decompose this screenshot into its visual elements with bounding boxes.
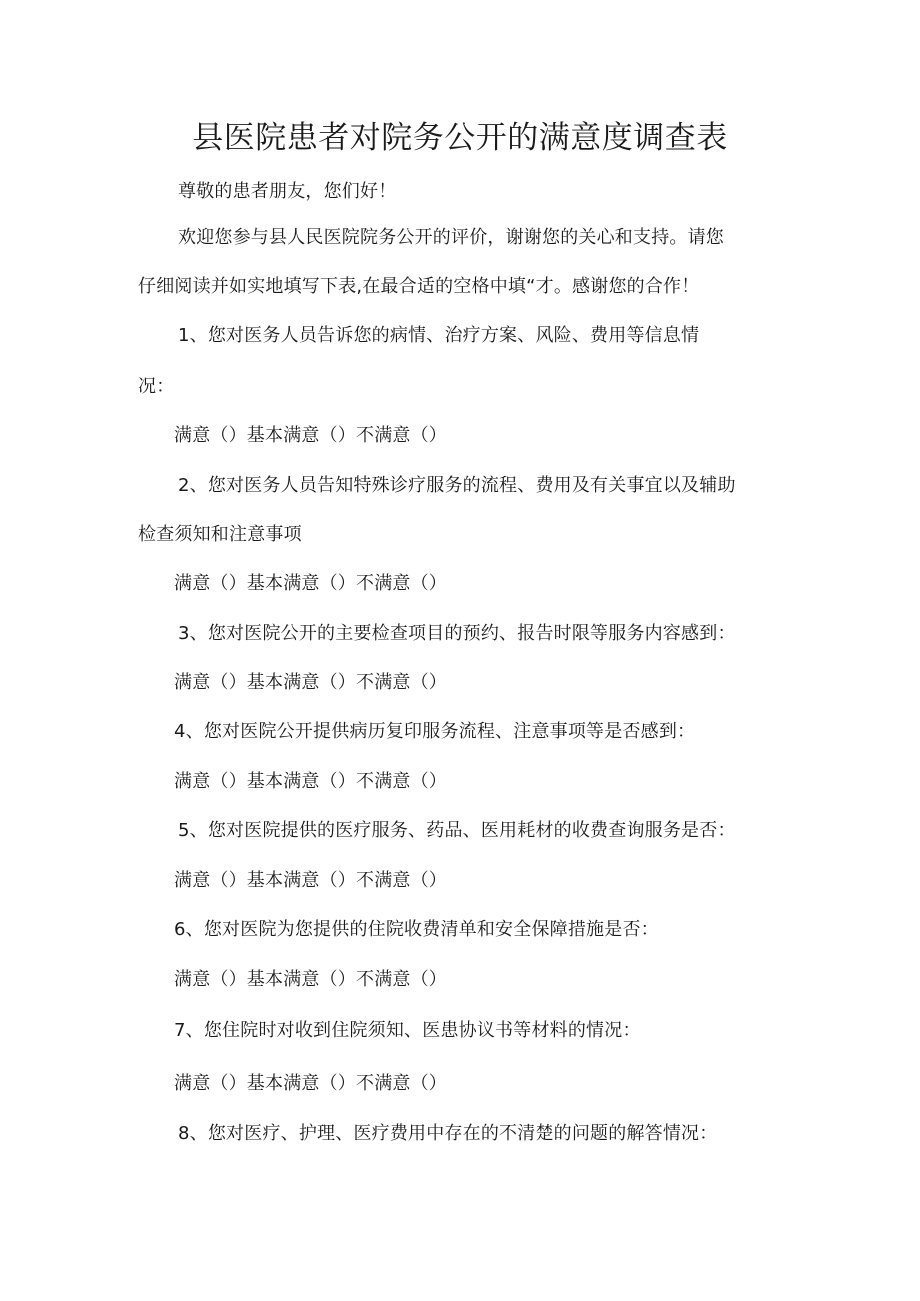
question-2-line-1: 2、您对医务人员告知特殊诊疗服务的流程、费用及有关事宜以及辅助	[178, 475, 736, 496]
document-title: 县医院患者对院务公开的满意度调查表	[192, 120, 728, 156]
question-8-line-1: 8、您对医疗、护理、医疗费用中存在的不清楚的问题的解答情况：	[178, 1123, 718, 1144]
question-3-options: 满意（）基本满意（）不满意（）	[174, 672, 447, 693]
question-5-line-1: 5、您对医院提供的医疗服务、药品、医用耗材的收费查询服务是否：	[178, 820, 736, 841]
question-2-options: 满意（）基本满意（）不满意（）	[174, 573, 447, 594]
question-3-line-1: 3、您对医院公开的主要检查项目的预约、报告时限等服务内容感到：	[178, 623, 736, 644]
question-7-options: 满意（）基本满意（）不满意（）	[174, 1073, 447, 1094]
question-4-options: 满意（）基本满意（）不满意（）	[174, 771, 447, 792]
question-5-options: 满意（）基本满意（）不满意（）	[174, 870, 447, 891]
question-6-options: 满意（）基本满意（）不满意（）	[174, 969, 447, 990]
question-2-line-2: 检查须知和注意事项	[138, 524, 302, 545]
question-6-line-1: 6、您对医院为您提供的住院收费清单和安全保障措施是否：	[174, 919, 659, 940]
question-1-options: 满意（）基本满意（）不满意（）	[174, 425, 447, 446]
question-7-line-1: 7、您住院时对收到住院须知、医患协议书等材料的情况：	[174, 1020, 641, 1041]
question-1-line-1: 1、您对医务人员告诉您的病情、治疗方案、风险、费用等信息情	[178, 325, 700, 346]
greeting: 尊敬的患者朋友，您们好！	[178, 181, 397, 202]
question-1-line-2: 况：	[138, 376, 175, 397]
intro-line-2: 仔细阅读并如实地填写下表,在最合适的空格中填“才。感谢您的合作！	[138, 276, 700, 297]
intro-line-1: 欢迎您参与县人民医院院务公开的评价，谢谢您的关心和支持。请您	[178, 227, 724, 248]
question-4-line-1: 4、您对医院公开提供病历复印服务流程、注意事项等是否感到：	[174, 721, 696, 742]
